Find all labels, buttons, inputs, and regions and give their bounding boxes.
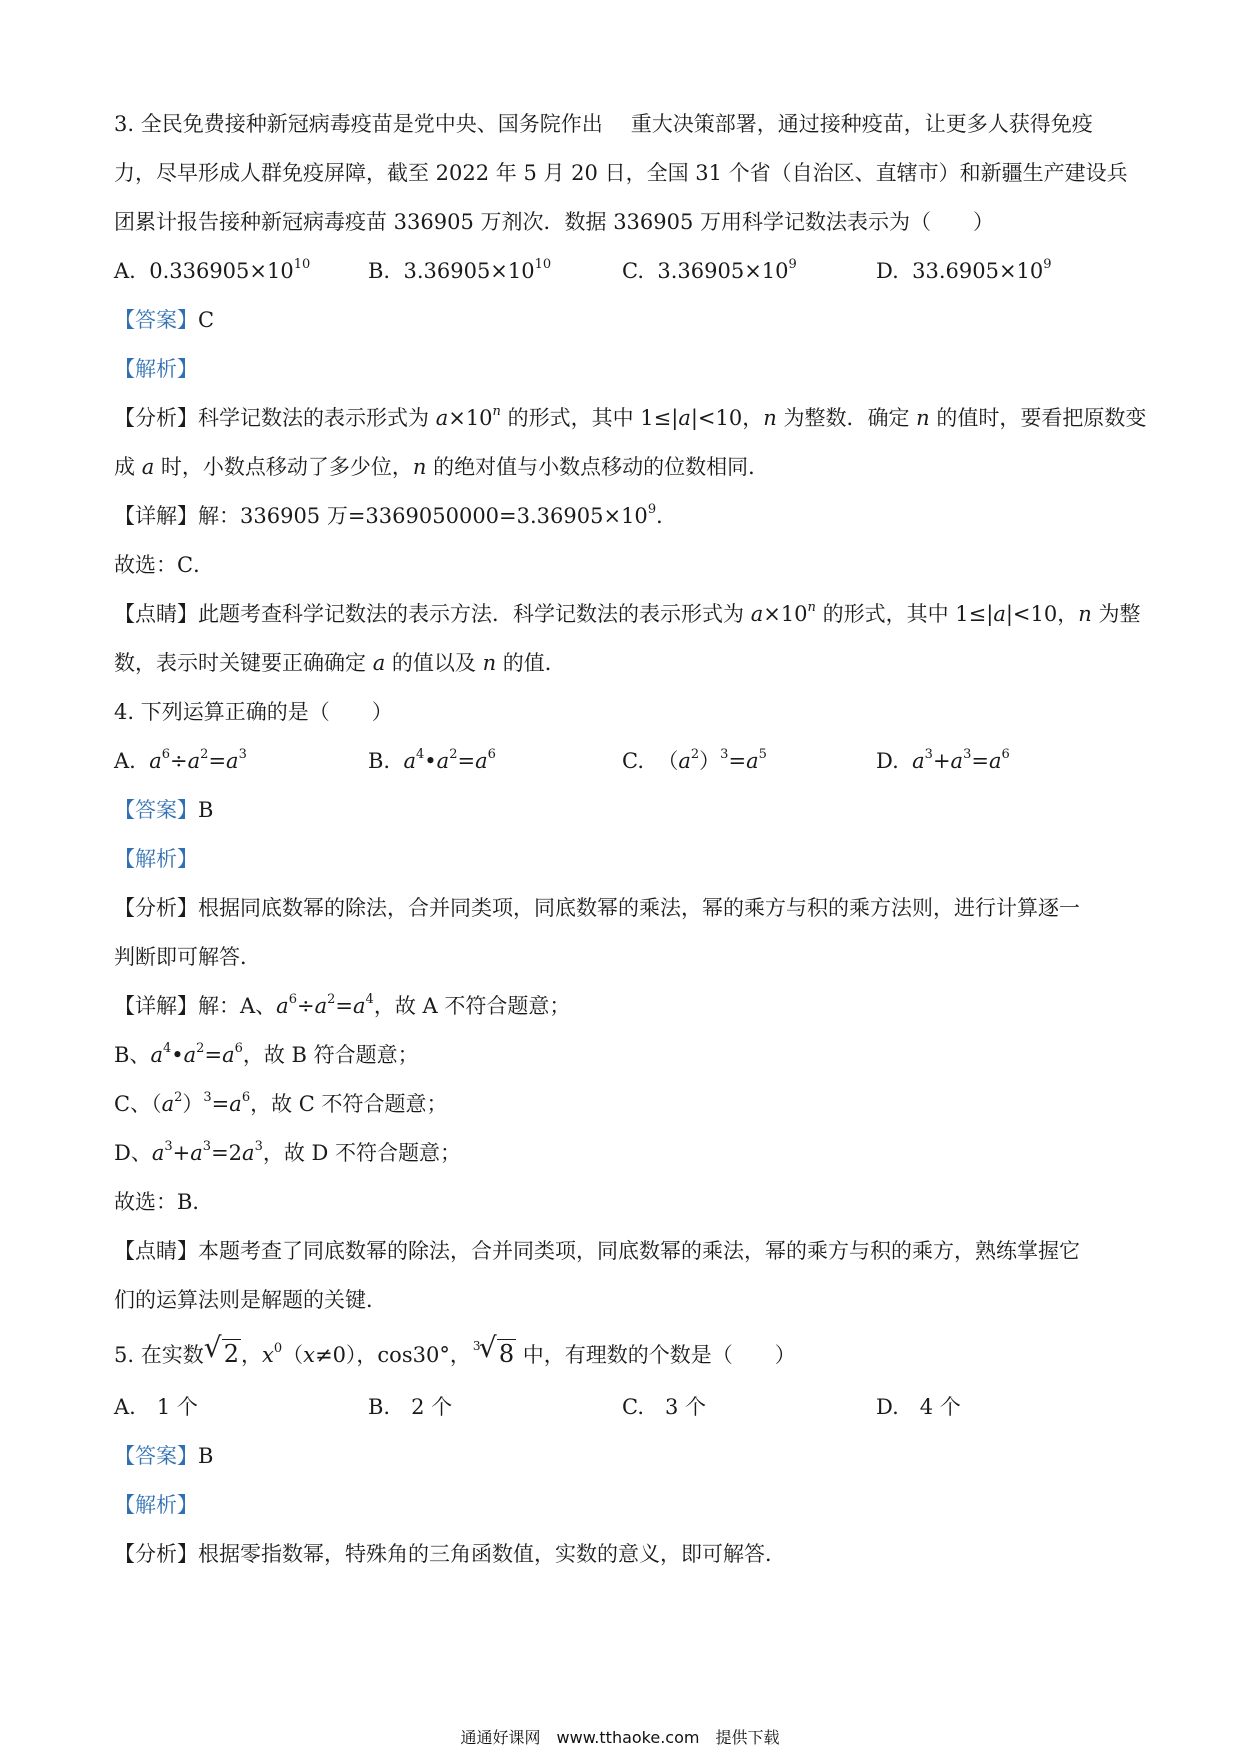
q3-fenxi-line-1: 【分析】科学记数法的表示形式为 $a\times 10^n$ 的形式，其中 1≤|a|<10，n 为整数．确定 n 的值时，要看把原数变 (114, 404, 1147, 430)
q5-option-c: C. 3 个 (622, 1395, 707, 1419)
q3-answer: 【答案】C (114, 308, 215, 332)
q3-fenxi-line-2: 成 a 时，小数点移动了多少位，n 的绝对值与小数点移动的位数相同． (114, 455, 770, 479)
sqrt-symbol: √ 2 (203, 1331, 239, 1368)
q5-jiexi: 【解析】 (114, 1493, 198, 1517)
q3-option-d: D. $33.6905\times 10^9$ (876, 257, 1052, 283)
q3-option-a: A. $0.336905\times 10^{10}$ (114, 257, 311, 283)
q4-guxuan: 故选：B． (114, 1190, 214, 1214)
q3-options (114, 247, 1130, 296)
q4-fenxi-line-1: 【分析】根据同底数幂的除法，合并同类项，同底数幂的乘法，幂的乘方与积的乘方法则，进行计算逐一 (114, 896, 1080, 920)
q3-dianjing-line-1: 【点睛】此题考查科学记数法的表示方法．科学记数法的表示形式为 $a\times 10^n$ 的形式，其中 1≤|a|<10，n 为整 (114, 600, 1141, 626)
footer-watermark: 通通好课网 www.tthaoke.com 提供下载 (460, 1728, 780, 1747)
q5-options (114, 1383, 1130, 1432)
q4-dianjing-line-2: 们的运算法则是解题的关键． (114, 1288, 387, 1312)
q5-option-b: B. 2 个 (368, 1395, 453, 1419)
answer-tag: 【答案】 (114, 308, 198, 332)
q5-option-a: A. 1 个 (114, 1395, 198, 1419)
q4-option-c: C. $(a^2)^3=a^5$ (622, 747, 767, 773)
q4-option-b: B. $a^4•a^2=a^6$ (368, 747, 496, 773)
q3-xiangjie: 【详解】解：336905 万$=3369050000=3.36905\times 10^9$． (114, 502, 678, 528)
q3-option-b: B. $3.36905\times 10^{10}$ (368, 257, 552, 283)
q4-option-a: A. $a^6\div a^2=a^3$ (114, 747, 247, 773)
q3-guxuan: 故选：C． (114, 553, 215, 577)
q3-jiexi: 【解析】 (114, 357, 198, 381)
q3-option-c: C. $3.36905\times 10^9$ (622, 257, 797, 283)
q5-option-d: D. 4 个 (876, 1395, 961, 1419)
cbrt-symbol: 3 √ 8 (472, 1331, 515, 1368)
document-page (114, 100, 1147, 1579)
q4-xiangjie-b: B、$a^4•a^2=a^6$，故 B 符合题意； (114, 1041, 419, 1067)
q4-xiangjie-c: C、$(a^2)^3=a^6$，故 C 不符合题意； (114, 1090, 448, 1116)
q4-option-d: D. $a^3+a^3=a^6$ (876, 747, 1010, 773)
q5-stem: 5. 在实数 √ 2，$x^0(x\ne 0)$，cos30°， 3 √ 8 中，有理数的个数是（ ） (114, 1325, 1130, 1383)
q3-dianjing-line-2: 数，表示时关键要正确确定 a 的值以及 n 的值． (114, 651, 566, 675)
q4-jiexi: 【解析】 (114, 847, 198, 871)
q3-stem-line-2: 力，尽早形成人群免疫屏障，截至 2022 年 5 月 20 日，全国 31 个省（自治区、直辖市）和新疆生产建设兵 (114, 161, 1128, 185)
q4-dianjing-line-1: 【点睛】本题考查了同底数幂的除法，合并同类项，同底数幂的乘法，幂的乘方与积的乘方，熟练掌握它 (114, 1239, 1080, 1263)
q4-fenxi-line-2: 判断即可解答． (114, 945, 261, 969)
q3-stem-line-1: 3. 全民免费接种新冠病毒疫苗是党中央、国务院作出 重大决策部署，通过接种疫苗，让更多人获得免疫 (114, 112, 1093, 136)
q4-xiangjie-d: D、$a^3+a^3=2a^3$，故 D 不符合题意； (114, 1139, 462, 1165)
q4-xiangjie-a: 【详解】解：A、$a^6\div a^2=a^4$，故 A 不符合题意； (114, 992, 571, 1018)
q5-fenxi: 【分析】根据零指数幂，特殊角的三角函数值，实数的意义，即可解答． (114, 1542, 786, 1566)
q4-answer: 【答案】B (114, 798, 214, 822)
q5-answer: 【答案】B (114, 1444, 214, 1468)
q4-options (114, 737, 1130, 786)
q3-stem-line-3: 团累计报告接种新冠病毒疫苗 336905 万剂次．数据 336905 万用科学记数法表示为（ ） (114, 210, 995, 234)
q4-stem: 4. 下列运算正确的是（ ） (114, 700, 393, 724)
